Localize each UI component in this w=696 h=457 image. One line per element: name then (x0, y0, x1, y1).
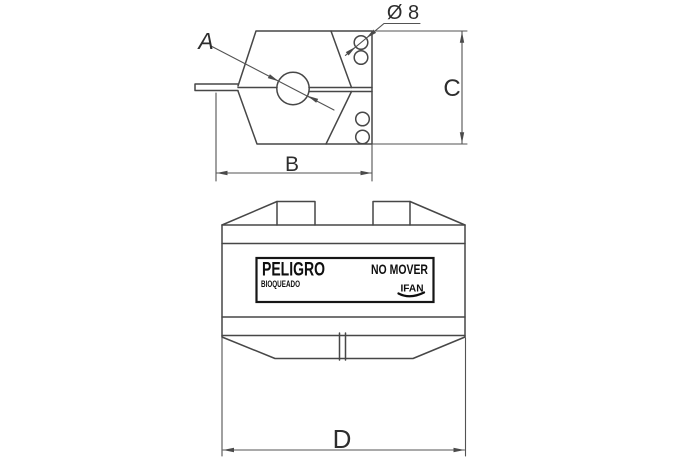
warning-status: BIOQUEADO (261, 279, 300, 290)
v-groove-lower-edge (326, 92, 352, 145)
top-view (195, 31, 372, 144)
dim-a-arrow-upper (268, 74, 279, 81)
bolt-hole-bottom-1 (356, 112, 370, 126)
dim-b-arrow-left (217, 171, 228, 175)
bolt-hole-top-2 (354, 51, 368, 65)
left-tab (195, 84, 238, 91)
v-groove-upper-edge (331, 31, 352, 88)
dim-hole-leader-line (345, 24, 420, 56)
chamfer-left (222, 202, 277, 226)
front-view (222, 202, 465, 361)
dim-c-label: C (443, 75, 461, 102)
warning-title: PELIGRO (262, 258, 325, 281)
bolt-hole-bottom-2 (356, 130, 370, 144)
front-tab-right (373, 202, 410, 226)
bottom-jaw-outline (222, 337, 465, 359)
front-tab-left (277, 202, 315, 226)
brand-logo-text: IFAN (400, 282, 424, 295)
chamfer-right (410, 202, 465, 226)
dim-a-label: A (198, 28, 214, 54)
warning-instruction: NO MOVER (371, 261, 428, 277)
dim-c-arrow-top (460, 32, 464, 43)
dim-d-label: D (332, 424, 352, 454)
warning-label (257, 258, 434, 302)
dim-hole-label: Ø 8 (386, 2, 420, 24)
dim-b-arrow-right (361, 171, 372, 175)
dim-d-arrow-left (223, 448, 234, 452)
dimension-b (216, 93, 372, 181)
dim-a-arrow-lower (307, 96, 318, 103)
dimension-c (372, 31, 467, 144)
dimension-a (196, 28, 334, 110)
dimension-d (222, 338, 466, 456)
dim-c-arrow-bottom (460, 132, 464, 143)
dim-b-label: B (284, 153, 300, 176)
dim-d-arrow-right (454, 448, 465, 452)
